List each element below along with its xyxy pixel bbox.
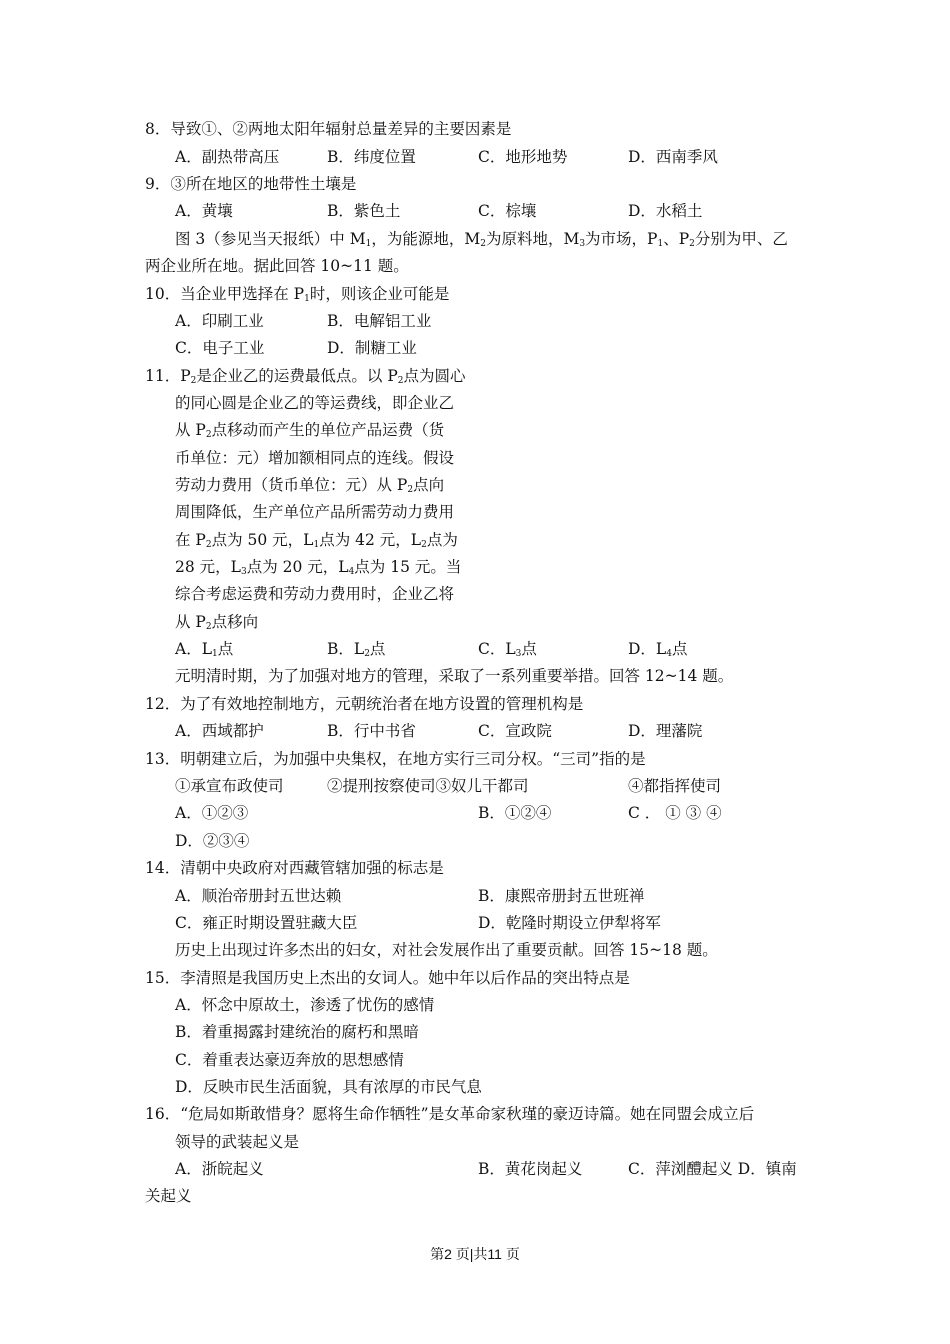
answer-option: D．理藩院	[628, 722, 703, 740]
answer-option: B．康熙帝册封五世班禅	[478, 887, 645, 905]
page-footer: 第2 页|共11 页	[430, 1246, 520, 1262]
text-line: 周围降低，生产单位产品所需劳动力费用	[175, 503, 455, 521]
text-line: A．怀念中原故土，渗透了忧伤的感情	[175, 996, 435, 1014]
text-segment: D．L	[628, 640, 667, 658]
text-line: 14．清朝中央政府对西藏管辖加强的标志是	[145, 859, 444, 877]
text-segment: 点	[217, 640, 234, 658]
text-segment: 点	[521, 640, 537, 658]
text-line: D．反映市民生活面貌，具有浓厚的市民气息	[175, 1078, 482, 1096]
text-segment: 点为圆心	[403, 367, 466, 385]
text-line: 的同心圆是企业乙的等运费线，即企业乙	[175, 394, 455, 412]
text-segment: 为原料地，M	[485, 230, 580, 248]
subscript: 1	[313, 540, 320, 550]
answer-option: C．萍浏醴起义 D．镇南	[628, 1160, 797, 1178]
answer-option: A．副热带高压	[175, 148, 280, 166]
answer-option: A．①②③	[175, 804, 249, 822]
answer-option: B．行中书省	[327, 722, 416, 740]
answer-option	[327, 639, 385, 659]
text-line: 历史上出现过许多杰出的妇女，对社会发展作出了重要贡献。回答 15~18 题。	[175, 941, 718, 959]
answer-option: A．印刷工业	[175, 312, 264, 330]
answer-option: C．地形地势	[478, 148, 568, 166]
answer-option: C．雍正时期设置驻藏大臣	[175, 914, 358, 932]
subscript: 2	[190, 376, 197, 386]
text-line: 两企业所在地。据此回答 10~11 题。	[145, 257, 409, 275]
subscript: 3	[579, 239, 586, 249]
text-line: B．着重揭露封建统治的腐朽和黑暗	[175, 1023, 419, 1041]
answer-option: D．制糖工业	[327, 339, 417, 357]
text-line: 币单位：元）增加额相同点的连线。假设	[175, 449, 455, 467]
subscript: 2	[421, 540, 427, 550]
answer-option: B．黄花岗起义	[478, 1160, 583, 1178]
text-segment: ，为能源地，M	[371, 230, 481, 248]
subscript: 3	[515, 649, 522, 659]
text-segment: 、P	[663, 230, 690, 248]
answer-option: C．棕壤	[478, 202, 537, 220]
answer-option: D．乾隆时期设立伊犁将军	[478, 914, 661, 932]
text-line	[145, 366, 466, 386]
answer-option: C．电子工业	[175, 339, 265, 357]
answer-option: D．②③④	[175, 832, 250, 850]
text-line: 8．导致①、②两地太阳年辐射总量差异的主要因素是	[145, 120, 512, 138]
answer-option: ②提刑按察使司③奴儿干都司	[327, 777, 529, 795]
subscript: 2	[689, 239, 695, 249]
answer-option: A．黄壤	[175, 202, 233, 220]
subscript: 2	[205, 540, 212, 550]
answer-option: D．水稻土	[628, 202, 703, 220]
text-line: 关起义	[145, 1187, 192, 1205]
text-segment: A．L	[175, 640, 212, 658]
answer-option: A．西域都护	[175, 722, 264, 740]
answer-option: B．电解铝工业	[327, 312, 432, 330]
subscript: 1	[657, 239, 664, 249]
text-segment: 从 P	[175, 613, 206, 631]
text-segment: 点	[671, 640, 688, 658]
subscript: 1	[365, 239, 372, 249]
subscript: 1	[212, 649, 218, 659]
subscript: 2	[397, 376, 404, 386]
text-line: 12．为了有效地控制地方，元朝统治者在地方设置的管理机构是	[145, 695, 584, 713]
text-segment: 是企业乙的运费最低点。以 P	[196, 367, 398, 385]
text-line: 综合考虑运费和劳动力费用时，企业乙将	[175, 585, 455, 603]
answer-option: D．西南季风	[628, 148, 718, 166]
answer-option	[478, 639, 537, 659]
text-segment: 点移动而产生的单位产品运费（货	[211, 421, 445, 439]
text-segment: 点为 20 元，L	[246, 558, 349, 576]
text-line	[175, 420, 444, 440]
text-segment: 劳动力费用（货币单位：元）从 P	[175, 476, 408, 494]
subscript: 4	[348, 567, 355, 577]
answer-option: C ． ① ③ ④	[628, 804, 722, 822]
text-segment: 在 P	[175, 531, 206, 549]
text-line: C．着重表达豪迈奔放的思想感情	[175, 1051, 404, 1069]
text-segment: 点为	[426, 531, 458, 549]
text-line: 领导的武装起义是	[175, 1133, 300, 1151]
text-segment: 从 P	[175, 421, 206, 439]
answer-option: B．紫色土	[327, 202, 401, 220]
text-segment: 为市场，P	[585, 230, 658, 248]
text-segment: 点	[369, 640, 386, 658]
subscript: 2	[407, 485, 414, 495]
text-segment: C．L	[478, 640, 516, 658]
text-segment: 点为 42 元，L	[319, 531, 422, 549]
subscript: 1	[304, 294, 310, 304]
text-segment: 11．P	[145, 367, 191, 385]
text-segment: 分别为甲、乙	[694, 230, 788, 248]
subscript: 2	[364, 649, 370, 659]
subscript: 2	[480, 239, 486, 249]
text-line	[175, 229, 788, 249]
text-segment: 图 3（参见当天报纸）中 M	[175, 230, 366, 248]
answer-option: B．①②④	[478, 804, 552, 822]
subscript: 3	[240, 567, 247, 577]
text-line	[175, 612, 258, 632]
answer-option: ①承宣布政使司	[175, 777, 284, 795]
text-line: 13．明朝建立后，为加强中央集权，在地方实行三司分权。“三司”指的是	[145, 750, 646, 768]
text-line	[175, 557, 461, 577]
text-line: 9．③所在地区的地带性土壤是	[145, 175, 357, 193]
answer-option: C．宣政院	[478, 722, 552, 740]
text-segment: 28 元，L	[175, 558, 241, 576]
answer-option	[175, 639, 233, 659]
text-segment: B．L	[327, 640, 365, 658]
text-line: 元明清时期，为了加强对地方的管理，采取了一系列重要举措。回答 12~14 题。	[175, 667, 734, 685]
answer-option	[628, 639, 687, 659]
text-segment: 10．当企业甲选择在 P	[145, 285, 305, 303]
subscript: 2	[205, 622, 212, 632]
answer-option: A．顺治帝册封五世达赖	[175, 887, 342, 905]
text-segment: 点为 15 元。当	[354, 558, 462, 576]
text-line	[175, 530, 458, 550]
text-segment: 时，则该企业可能是	[309, 285, 450, 303]
text-segment: 点为 50 元，L	[211, 531, 314, 549]
text-segment: 点向	[413, 476, 445, 494]
text-line	[145, 284, 449, 304]
subscript: 2	[205, 430, 212, 440]
answer-option: ④都指挥使司	[628, 777, 722, 795]
answer-option: B．纬度位置	[327, 148, 416, 166]
subscript: 4	[666, 649, 672, 659]
answer-option: A．浙皖起义	[175, 1160, 264, 1178]
text-line: 16．“危局如斯敢惜身？愿将生命作牺牲”是女革命家秋瑾的豪迈诗篇。她在同盟会成立后	[145, 1105, 755, 1123]
text-line: 15．李清照是我国历史上杰出的女词人。她中年以后作品的突出特点是	[145, 969, 630, 987]
text-segment: 点移向	[211, 613, 259, 631]
text-line	[175, 475, 444, 495]
